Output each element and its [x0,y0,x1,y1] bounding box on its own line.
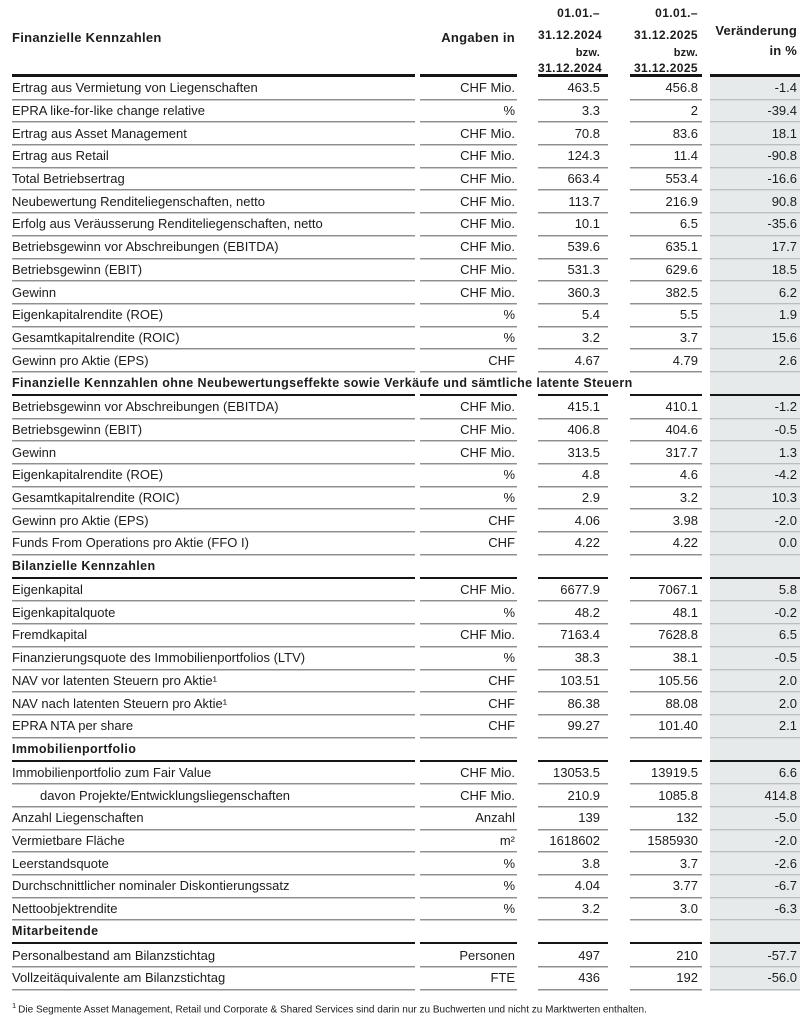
row-value-2024: 103.51 [538,670,608,693]
table-row [12,762,810,785]
row-label: davon Projekte/Entwicklungsliegenschaften [12,784,415,807]
table-row [12,396,810,419]
row-value-2025: 101.40 [630,715,702,738]
row-unit: CHF Mio. [420,784,517,807]
table-row [12,168,810,191]
row-unit: % [420,304,517,327]
row-change-value: -35.6 [710,213,800,236]
row-value-2024: 6677.9 [538,579,608,602]
section-spacer-change [710,738,800,762]
table-row [12,419,810,442]
footnote-marker: 1 [12,1000,17,1010]
row-unit: CHF Mio. [420,441,517,464]
row-value-2024: 3.2 [538,898,608,921]
row-label: Ertrag aus Vermietung von Liegenschaften [12,77,415,100]
table-row [12,100,810,123]
section-spacer-2024 [538,920,608,944]
row-value-2025: 2 [630,100,702,123]
row-value-2024: 38.3 [538,647,608,670]
row-value-2024: 3.3 [538,100,608,123]
row-label: Finanzierungsquote des Immobilienportfolios (LTV) [12,647,415,670]
row-label: Nettoobjektrendite [12,898,415,921]
row-value-2024: 463.5 [538,77,608,100]
row-value-2024: 2.9 [538,487,608,510]
table-row [12,509,810,532]
section-header-row [12,920,810,944]
row-change-value: -39.4 [710,100,800,123]
row-label: Eigenkapitalrendite (ROE) [12,464,415,487]
row-unit: % [420,100,517,123]
row-change-value: -0.5 [710,647,800,670]
table-row [12,624,810,647]
row-value-2025: 382.5 [630,281,702,304]
row-unit: CHF [420,692,517,715]
row-label: Funds From Operations pro Aktie (FFO I) [12,532,415,555]
column-header-unit: Angaben in [420,0,517,77]
column-header-period-2025 [630,0,702,77]
section-spacer-change [710,372,800,396]
section-spacer-unit [420,555,517,579]
row-value-2024: 70.8 [538,122,608,145]
section-title: Immobilienportfolio [12,738,415,762]
row-label: Betriebsgewinn (EBIT) [12,419,415,442]
row-unit: CHF Mio. [420,145,517,168]
section-header-row [12,372,810,396]
row-unit: CHF [420,509,517,532]
row-value-2024: 313.5 [538,441,608,464]
row-value-2025: 7628.8 [630,624,702,647]
row-value-2025: 1585930 [630,830,702,853]
period-2024-line: 31.12.2024 [538,28,603,42]
section-spacer-unit [420,372,517,396]
row-value-2024: 531.3 [538,259,608,282]
row-value-2024: 415.1 [538,396,608,419]
row-unit: CHF Mio. [420,168,517,191]
section-spacer-change [710,555,800,579]
row-unit: FTE [420,967,517,990]
section-spacer-2024 [538,372,608,396]
row-label: EPRA NTA per share [12,715,415,738]
row-value-2025: 404.6 [630,419,702,442]
row-value-2025: 3.7 [630,852,702,875]
table-row [12,967,810,990]
row-change-value: -56.0 [710,967,800,990]
row-change-value: 6.2 [710,281,800,304]
row-unit: Personen [420,944,517,967]
section-spacer-change [710,920,800,944]
row-value-2024: 13053.5 [538,762,608,785]
table-row [12,77,810,100]
column-header-change [710,0,800,77]
row-value-2025: 3.98 [630,509,702,532]
row-value-2024: 3.2 [538,327,608,350]
row-change-value: 2.1 [710,715,800,738]
row-value-2025: 4.22 [630,532,702,555]
row-label: Leerstandsquote [12,852,415,875]
table-row [12,259,810,282]
row-label: Total Betriebsertrag [12,168,415,191]
row-unit: % [420,647,517,670]
table-row [12,579,810,602]
row-unit: m² [420,830,517,853]
row-label: Personalbestand am Bilanzstichtag [12,944,415,967]
row-label: Fremdkapital [12,624,415,647]
row-label: Erfolg aus Veräusserung Renditeliegenschaften, netto [12,213,415,236]
section-header-row [12,738,810,762]
row-unit: CHF Mio. [420,281,517,304]
table-row [12,944,810,967]
table-row [12,190,810,213]
row-label: Durchschnittlicher nominaler Diskontierungssatz [12,875,415,898]
row-change-value: -0.2 [710,601,800,624]
row-unit: % [420,898,517,921]
table-row [12,236,810,259]
table-row [12,349,810,372]
table-row [12,784,810,807]
row-value-2024: 113.7 [538,190,608,213]
row-value-2025: 635.1 [630,236,702,259]
table-row [12,898,810,921]
row-change-value: -1.4 [710,77,800,100]
period-2025-line: bzw. [673,47,698,59]
row-change-value: 1.3 [710,441,800,464]
row-label: Betriebsgewinn vor Abschreibungen (EBITDA) [12,236,415,259]
row-label: Ertrag aus Retail [12,145,415,168]
row-change-value: 90.8 [710,190,800,213]
change-header-line: in % [769,43,797,58]
table-row [12,670,810,693]
footnote [12,1001,810,1015]
table-row [12,692,810,715]
row-unit: CHF Mio. [420,190,517,213]
row-value-2025: 105.56 [630,670,702,693]
row-label: Immobilienportfolio zum Fair Value [12,762,415,785]
footnote-text: Die Segmente Asset Management, Retail und Corporate & Shared Services sind darin nur zu Buchwerten und nicht zu Marktwerten enthalten. [18,1004,647,1016]
table-row [12,487,810,510]
row-value-2025: 48.1 [630,601,702,624]
row-value-2025: 192 [630,967,702,990]
row-value-2024: 360.3 [538,281,608,304]
row-value-2024: 5.4 [538,304,608,327]
table-row [12,830,810,853]
row-label: Betriebsgewinn vor Abschreibungen (EBITDA) [12,396,415,419]
row-unit: CHF Mio. [420,579,517,602]
row-value-2025: 410.1 [630,396,702,419]
row-value-2025: 38.1 [630,647,702,670]
row-change-value: -2.6 [710,852,800,875]
row-unit: CHF Mio. [420,259,517,282]
period-2025-line: 01.01.– [655,6,698,20]
row-value-2024: 99.27 [538,715,608,738]
row-value-2025: 3.0 [630,898,702,921]
row-unit: % [420,601,517,624]
section-spacer-2024 [538,555,608,579]
row-unit: CHF Mio. [420,396,517,419]
table-row [12,647,810,670]
section-spacer-2025 [630,920,702,944]
row-value-2024: 406.8 [538,419,608,442]
row-value-2025: 629.6 [630,259,702,282]
row-unit: CHF [420,715,517,738]
row-value-2025: 5.5 [630,304,702,327]
row-label: Eigenkapital [12,579,415,602]
row-unit: CHF Mio. [420,236,517,259]
row-label: Vermietbare Fläche [12,830,415,853]
row-value-2024: 86.38 [538,692,608,715]
row-value-2024: 48.2 [538,601,608,624]
period-2024-line: 31.12.2024 [538,61,603,75]
row-value-2025: 3.77 [630,875,702,898]
row-value-2025: 216.9 [630,190,702,213]
table-row [12,145,810,168]
row-value-2024: 210.9 [538,784,608,807]
row-unit: CHF Mio. [420,762,517,785]
row-change-value: 18.1 [710,122,800,145]
row-label: NAV nach latenten Steuern pro Aktie¹ [12,692,415,715]
row-value-2024: 1618602 [538,830,608,853]
row-value-2025: 88.08 [630,692,702,715]
row-unit: CHF Mio. [420,624,517,647]
row-value-2024: 436 [538,967,608,990]
section-spacer-unit [420,920,517,944]
row-change-value: 2.0 [710,692,800,715]
row-unit: % [420,327,517,350]
row-label: Gewinn pro Aktie (EPS) [12,349,415,372]
table-row [12,304,810,327]
table-row [12,281,810,304]
row-label: Eigenkapitalquote [12,601,415,624]
row-unit: CHF [420,349,517,372]
row-value-2024: 539.6 [538,236,608,259]
row-value-2024: 139 [538,807,608,830]
row-change-value: 2.0 [710,670,800,693]
row-value-2025: 210 [630,944,702,967]
row-change-value: -1.2 [710,396,800,419]
row-label: Anzahl Liegenschaften [12,807,415,830]
table-row [12,327,810,350]
row-unit: % [420,487,517,510]
row-value-2025: 317.7 [630,441,702,464]
row-value-2024: 663.4 [538,168,608,191]
section-spacer-2025 [630,372,702,396]
row-label: EPRA like-for-like change relative [12,100,415,123]
row-label: Eigenkapitalrendite (ROE) [12,304,415,327]
row-label: Gewinn [12,281,415,304]
row-change-value: 10.3 [710,487,800,510]
row-change-value: 18.5 [710,259,800,282]
row-value-2024: 3.8 [538,852,608,875]
row-change-value: -0.5 [710,419,800,442]
row-label: NAV vor latenten Steuern pro Aktie¹ [12,670,415,693]
row-label: Gewinn [12,441,415,464]
row-change-value: -6.7 [710,875,800,898]
row-unit: CHF Mio. [420,419,517,442]
row-value-2024: 7163.4 [538,624,608,647]
row-change-value: -6.3 [710,898,800,921]
row-change-value: 1.9 [710,304,800,327]
section-title: Bilanzielle Kennzahlen [12,555,415,579]
row-change-value: 15.6 [710,327,800,350]
table-row [12,122,810,145]
row-value-2025: 456.8 [630,77,702,100]
row-value-2025: 83.6 [630,122,702,145]
table-row [12,464,810,487]
row-label: Neubewertung Renditeliegenschaften, netto [12,190,415,213]
row-value-2024: 4.06 [538,509,608,532]
row-label: Ertrag aus Asset Management [12,122,415,145]
row-change-value: 6.6 [710,762,800,785]
row-unit: CHF [420,532,517,555]
row-unit: Anzahl [420,807,517,830]
row-value-2025: 3.7 [630,327,702,350]
table-row [12,532,810,555]
row-value-2024: 497 [538,944,608,967]
row-change-value: 5.8 [710,579,800,602]
section-spacer-2024 [538,738,608,762]
row-value-2025: 4.79 [630,349,702,372]
row-value-2025: 553.4 [630,168,702,191]
row-value-2025: 6.5 [630,213,702,236]
table-row [12,807,810,830]
section-title: Finanzielle Kennzahlen ohne Neubewertungseffekte sowie Verkäufe und sämtliche latente Steuern [12,372,415,396]
row-value-2024: 4.8 [538,464,608,487]
row-change-value: 17.7 [710,236,800,259]
section-spacer-2025 [630,738,702,762]
row-value-2025: 132 [630,807,702,830]
row-change-value: -16.6 [710,168,800,191]
section-title: Mitarbeitende [12,920,415,944]
table-row [12,601,810,624]
row-value-2025: 13919.5 [630,762,702,785]
row-label: Betriebsgewinn (EBIT) [12,259,415,282]
row-value-2025: 3.2 [630,487,702,510]
period-2025-line: 31.12.2025 [633,61,698,75]
row-label: Gesamtkapitalrendite (ROIC) [12,487,415,510]
row-unit: CHF Mio. [420,122,517,145]
row-unit: CHF [420,670,517,693]
row-unit: % [420,852,517,875]
period-2024-line: bzw. [575,47,600,59]
row-change-value: 6.5 [710,624,800,647]
row-change-value: 0.0 [710,532,800,555]
row-change-value: 2.6 [710,349,800,372]
table-row [12,875,810,898]
row-change-value: 414.8 [710,784,800,807]
row-unit: % [420,464,517,487]
row-change-value: -2.0 [710,509,800,532]
table-row [12,441,810,464]
row-value-2024: 10.1 [538,213,608,236]
column-header-label: Finanzielle Kennzahlen [12,0,415,77]
table-body [0,77,810,990]
row-unit: CHF Mio. [420,77,517,100]
row-label: Gewinn pro Aktie (EPS) [12,509,415,532]
row-value-2024: 4.04 [538,875,608,898]
change-header-line: Veränderung [715,23,797,38]
row-label: Vollzeitäquivalente am Bilanzstichtag [12,967,415,990]
table-row [12,715,810,738]
row-change-value: -4.2 [710,464,800,487]
column-header-period-2024 [538,0,608,77]
period-2025-line: 31.12.2025 [633,28,698,42]
row-unit: CHF Mio. [420,213,517,236]
row-value-2024: 4.67 [538,349,608,372]
row-value-2025: 4.6 [630,464,702,487]
row-change-value: -5.0 [710,807,800,830]
row-change-value: -57.7 [710,944,800,967]
period-2024-line: 01.01.– [557,6,600,20]
row-value-2024: 4.22 [538,532,608,555]
section-spacer-unit [420,738,517,762]
section-spacer-2025 [630,555,702,579]
table-header [12,0,810,77]
section-header-row [12,555,810,579]
row-label: Gesamtkapitalrendite (ROIC) [12,327,415,350]
row-value-2024: 124.3 [538,145,608,168]
table-row [12,852,810,875]
row-change-value: -90.8 [710,145,800,168]
row-value-2025: 11.4 [630,145,702,168]
row-value-2025: 1085.8 [630,784,702,807]
row-value-2025: 7067.1 [630,579,702,602]
table-row [12,213,810,236]
row-change-value: -2.0 [710,830,800,853]
row-unit: % [420,875,517,898]
